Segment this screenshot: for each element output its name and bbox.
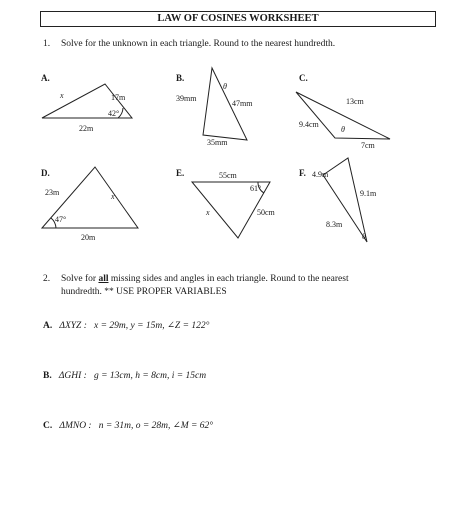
problem-c-givens: n = 31m, o = 28m, ∠M = 62° bbox=[98, 421, 214, 431]
triangle-b-mark-1: θ bbox=[223, 82, 227, 91]
question-2-instruction-line2: hundredth. ** USE PROPER VARIABLES bbox=[61, 287, 227, 297]
problem-b-givens: g = 13cm, h = 8cm, i = 15cm bbox=[93, 371, 207, 381]
problem-c bbox=[43, 420, 213, 431]
triangle-b-mark-3: 47mm bbox=[232, 99, 253, 108]
triangle-a-mark-4: 22m bbox=[79, 124, 94, 133]
question-2-emphasis: all bbox=[98, 274, 109, 284]
triangle-d-label: D. bbox=[41, 168, 50, 178]
triangle-b-mark-4: 35mm bbox=[207, 138, 228, 147]
question-2-instruction-post: missing sides and angles in each triangle. Round to the nearest bbox=[110, 274, 349, 284]
problem-b-triangle: ΔGHI : bbox=[58, 371, 87, 381]
triangle-a-mark-1: x bbox=[60, 91, 64, 100]
triangle-e-mark-1: 55cm bbox=[219, 171, 237, 180]
triangle-a-label: A. bbox=[41, 73, 50, 83]
problem-b bbox=[43, 371, 206, 381]
triangle-e-mark-3: x bbox=[206, 208, 210, 217]
triangle-f-label: F. bbox=[299, 168, 306, 178]
triangle-d-mark-2: x bbox=[111, 192, 115, 201]
triangle-f-mark-3: 8.3m bbox=[326, 220, 343, 229]
question-2-number: 2. bbox=[43, 274, 51, 284]
triangle-f-mark-1: 4.9m bbox=[312, 170, 329, 179]
problem-a-triangle: ΔXYZ : bbox=[59, 321, 87, 331]
question-1-number: 1. bbox=[43, 39, 51, 49]
triangle-e-mark-2: 61° bbox=[250, 184, 262, 193]
worksheet-title: LAW OF COSINES WORKSHEET bbox=[40, 11, 436, 27]
triangle-f-mark-2: 9.1m bbox=[360, 189, 377, 198]
triangle-c-mark-2: 9.4cm bbox=[299, 120, 319, 129]
triangle-a-mark-2: 17m bbox=[111, 93, 126, 102]
triangle-c-label: C. bbox=[299, 73, 308, 83]
triangle-c-mark-4: 7cm bbox=[361, 141, 375, 150]
triangle-f bbox=[323, 158, 367, 242]
triangle-d-mark-3: 47° bbox=[55, 215, 67, 224]
triangle-a-mark-3: 42° bbox=[108, 109, 120, 118]
question-1-instruction: Solve for the unknown in each triangle. Round to the nearest hundredth. bbox=[61, 39, 336, 49]
triangle-e-label: E. bbox=[176, 168, 185, 178]
problem-c-triangle: ΔMNO : bbox=[59, 421, 92, 431]
question-2-instruction-pre: Solve for bbox=[61, 274, 97, 284]
question-2-instruction bbox=[61, 274, 349, 284]
problem-a-label: A. bbox=[43, 321, 53, 331]
triangle-e-mark-4: 50cm bbox=[257, 208, 275, 217]
triangle-c-mark-3: θ bbox=[341, 125, 345, 134]
problem-c-label: C. bbox=[43, 421, 53, 431]
triangle-c-mark-1: 13cm bbox=[346, 97, 364, 106]
triangle-b-mark-2: 39mm bbox=[176, 94, 197, 103]
problem-a bbox=[43, 320, 209, 331]
triangle-d-mark-4: 20m bbox=[81, 233, 96, 242]
triangle-b-label: B. bbox=[176, 73, 185, 83]
problem-a-givens: x = 29m, y = 15m, ∠Z = 122° bbox=[93, 321, 210, 331]
triangle-d-mark-1: 23m bbox=[45, 188, 60, 197]
problem-b-label: B. bbox=[43, 371, 52, 381]
triangle-f-mark-4: θ bbox=[362, 232, 366, 241]
